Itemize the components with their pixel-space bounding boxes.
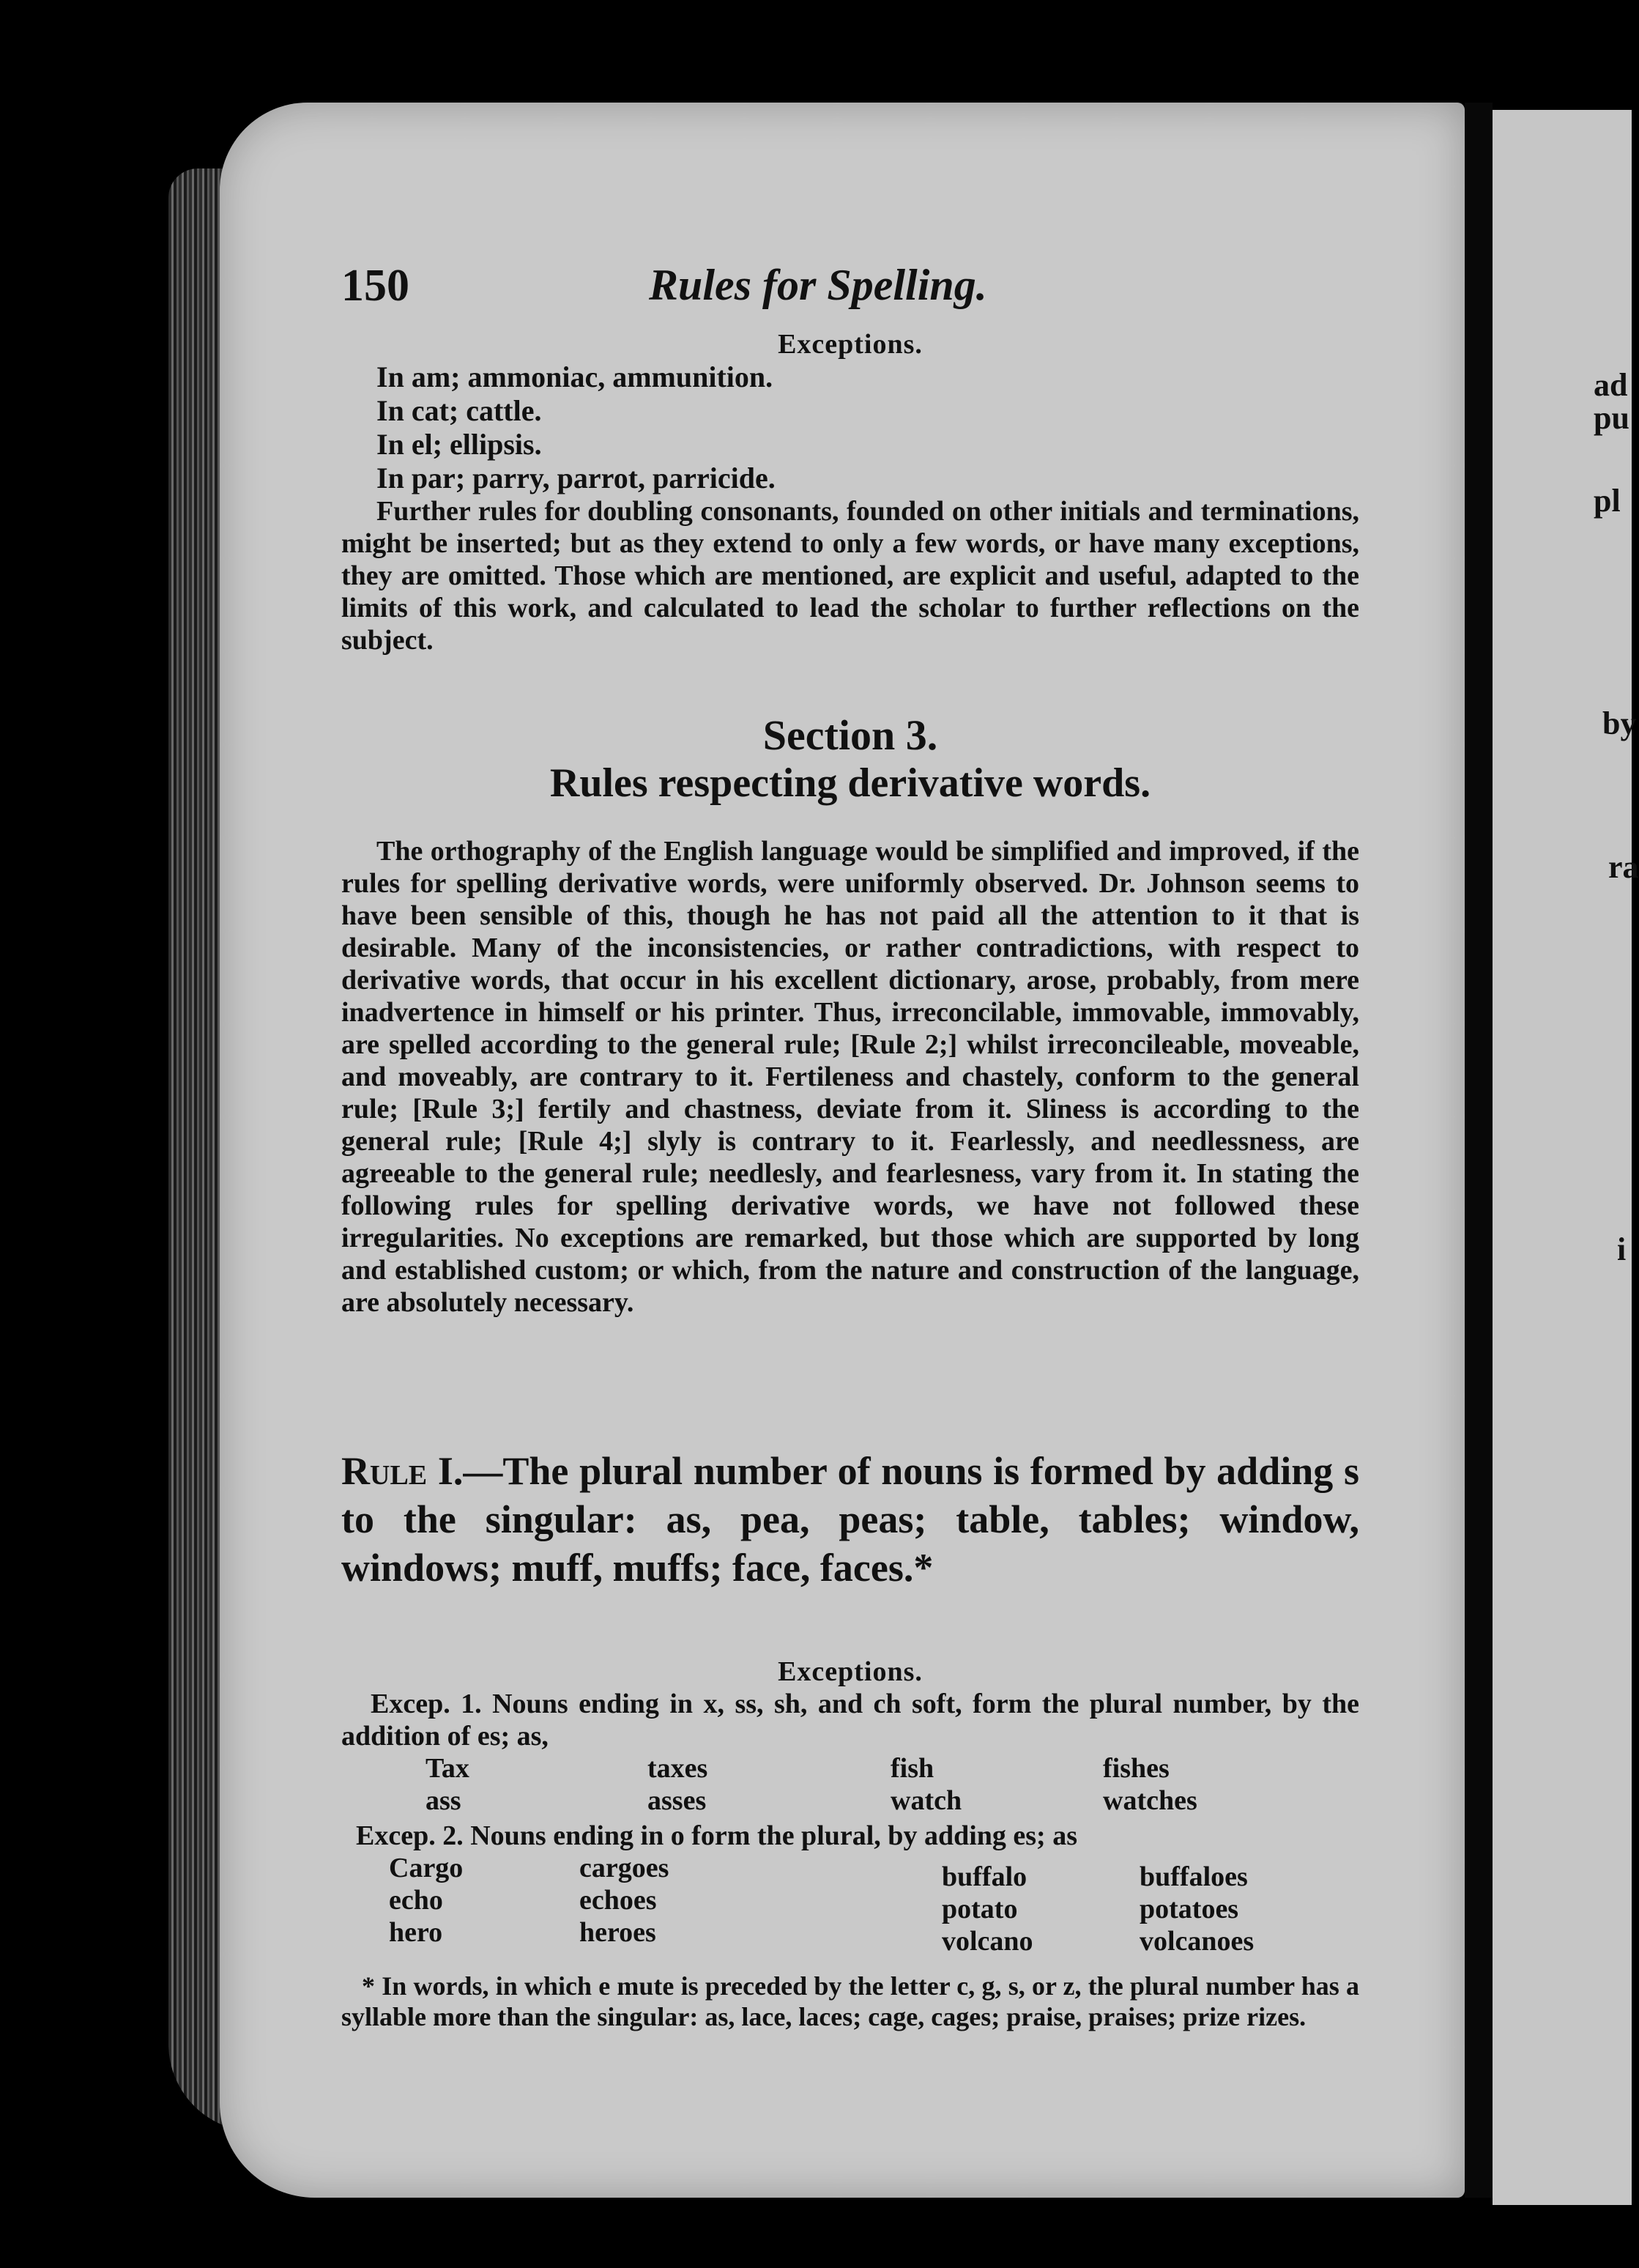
example-word: heroes [579,1917,656,1948]
example-word: watch [891,1785,962,1816]
facing-fragment: pl [1594,483,1621,519]
facing-fragment: by [1602,705,1637,741]
example-word: buffaloes [1140,1861,1248,1892]
example-word: taxes [647,1753,708,1784]
book-gutter [1465,103,1493,2198]
exception-line: In el; ellipsis. [376,428,542,461]
facing-fragment: i [1617,1231,1627,1267]
example-word: echoes [579,1885,657,1916]
rule-body: —The plural number of nouns is formed by adding s to the singular: as, pea, peas; table, tables; window, windows; muff, muffs; face, faces.* [341,1449,1359,1590]
facing-page [1493,110,1639,2205]
footnote [341,1971,1359,2032]
facing-fragment: ad [1594,367,1628,403]
section-subtitle: Rules respecting derivative words. [549,760,1151,806]
rule-label: Rule I. [341,1449,464,1493]
example-word: cargoes [579,1853,669,1883]
exceptions-block [341,328,1359,495]
example-word: Cargo [389,1853,464,1883]
example-word: Tax [425,1753,469,1784]
example-word: echo [389,1885,443,1916]
example-word: fishes [1103,1753,1170,1784]
exception-line: In cat; cattle. [376,394,542,427]
section-heading [341,711,1359,807]
rule-text [341,1447,1359,1592]
exception-line: In par; parry, parrot, parricide. [376,462,776,494]
example-word: ass [425,1785,461,1816]
example-word: watches [1103,1785,1197,1816]
exception-text: Excep. 2. Nouns ending in o form the plural, by adding es; as [356,1820,1077,1851]
example-word: fish [891,1753,934,1784]
exceptions-heading: Exceptions. [778,1656,923,1687]
paragraph-text: Further rules for doubling consonants, founded on other initials and terminations, might be inserted; but as they extend to only a few words, or have many exceptions, they are omitted. Those which are mentioned, are explicit and useful, adapted to the limits of this work, and calculated to lead the scholar to further reflections on the subject. [341,496,1359,656]
example-word: asses [647,1785,707,1816]
example-word: volcano [942,1926,1033,1957]
page-header [341,260,1367,326]
footnote-text: * In words, in which e mute is preceded by the letter c, g, s, or z, the plural number has a syllable more than the singular: as, lace, laces; cage, cages; praise, praises; prize rizes. [341,1971,1359,2031]
example-word: potato [942,1894,1018,1924]
facing-fragment: pu [1594,400,1629,436]
paragraph-text: The orthography of the English language would be simplified and improved, if the rules for spelling derivative words, were uniformly observed. Dr. Johnson seems to have been sensible of this, though he has not paid all the attention to it that is desirable. Many of the inconsistencies, or rather contradictions, with respect to derivative words, that occur in his excellent dictionary, arose, probably, from mere inadvertence in himself or his printer. Thus, irreconcilable, immovable, immovably, are spelled according to the general rule; [Rule 2;] whilst irreconcileable, moveable, and moveably, are contrary to it. Fertileness and chastely, conform to the general rule; [Rule 3;] fertily and chastness, deviate from it. Sliness is according to the general rule; [Rule 4;] slyly is contrary to it. Fearlessly, and needlessness, are agreeable to the general rule; needlesly, and fearlesness, vary from it. In stating the following rules for spelling derivative words, we have not followed these irregularities. No exceptions are remarked, but those which are supported by long and established custom; or which, from the nature and construction of the language, are absolutely necessary. [341,836,1359,1318]
exceptions-heading: Exceptions. [778,329,923,360]
example-word: volcanoes [1140,1926,1255,1957]
body-paragraph [341,495,1359,656]
example-word: buffalo [942,1861,1027,1892]
section-title: Section 3. [762,711,938,759]
facing-fragment: ra [1608,849,1639,885]
example-word: potatoes [1140,1894,1239,1924]
exceptions-block-2 [341,1656,1359,1957]
example-table [341,1852,1359,1957]
running-title: Rules for Spelling. [649,261,987,309]
rule-block [341,1447,1359,1592]
example-word: hero [389,1917,443,1948]
example-table [341,1752,1359,1820]
body-paragraph [341,835,1359,1319]
exception-text: Excep. 1. Nouns ending in x, ss, sh, and ch soft, form the plural number, by the addition of es; as, [341,1689,1359,1752]
page-number: 150 [341,261,409,311]
exception-line: In am; ammoniac, ammunition. [376,360,773,393]
